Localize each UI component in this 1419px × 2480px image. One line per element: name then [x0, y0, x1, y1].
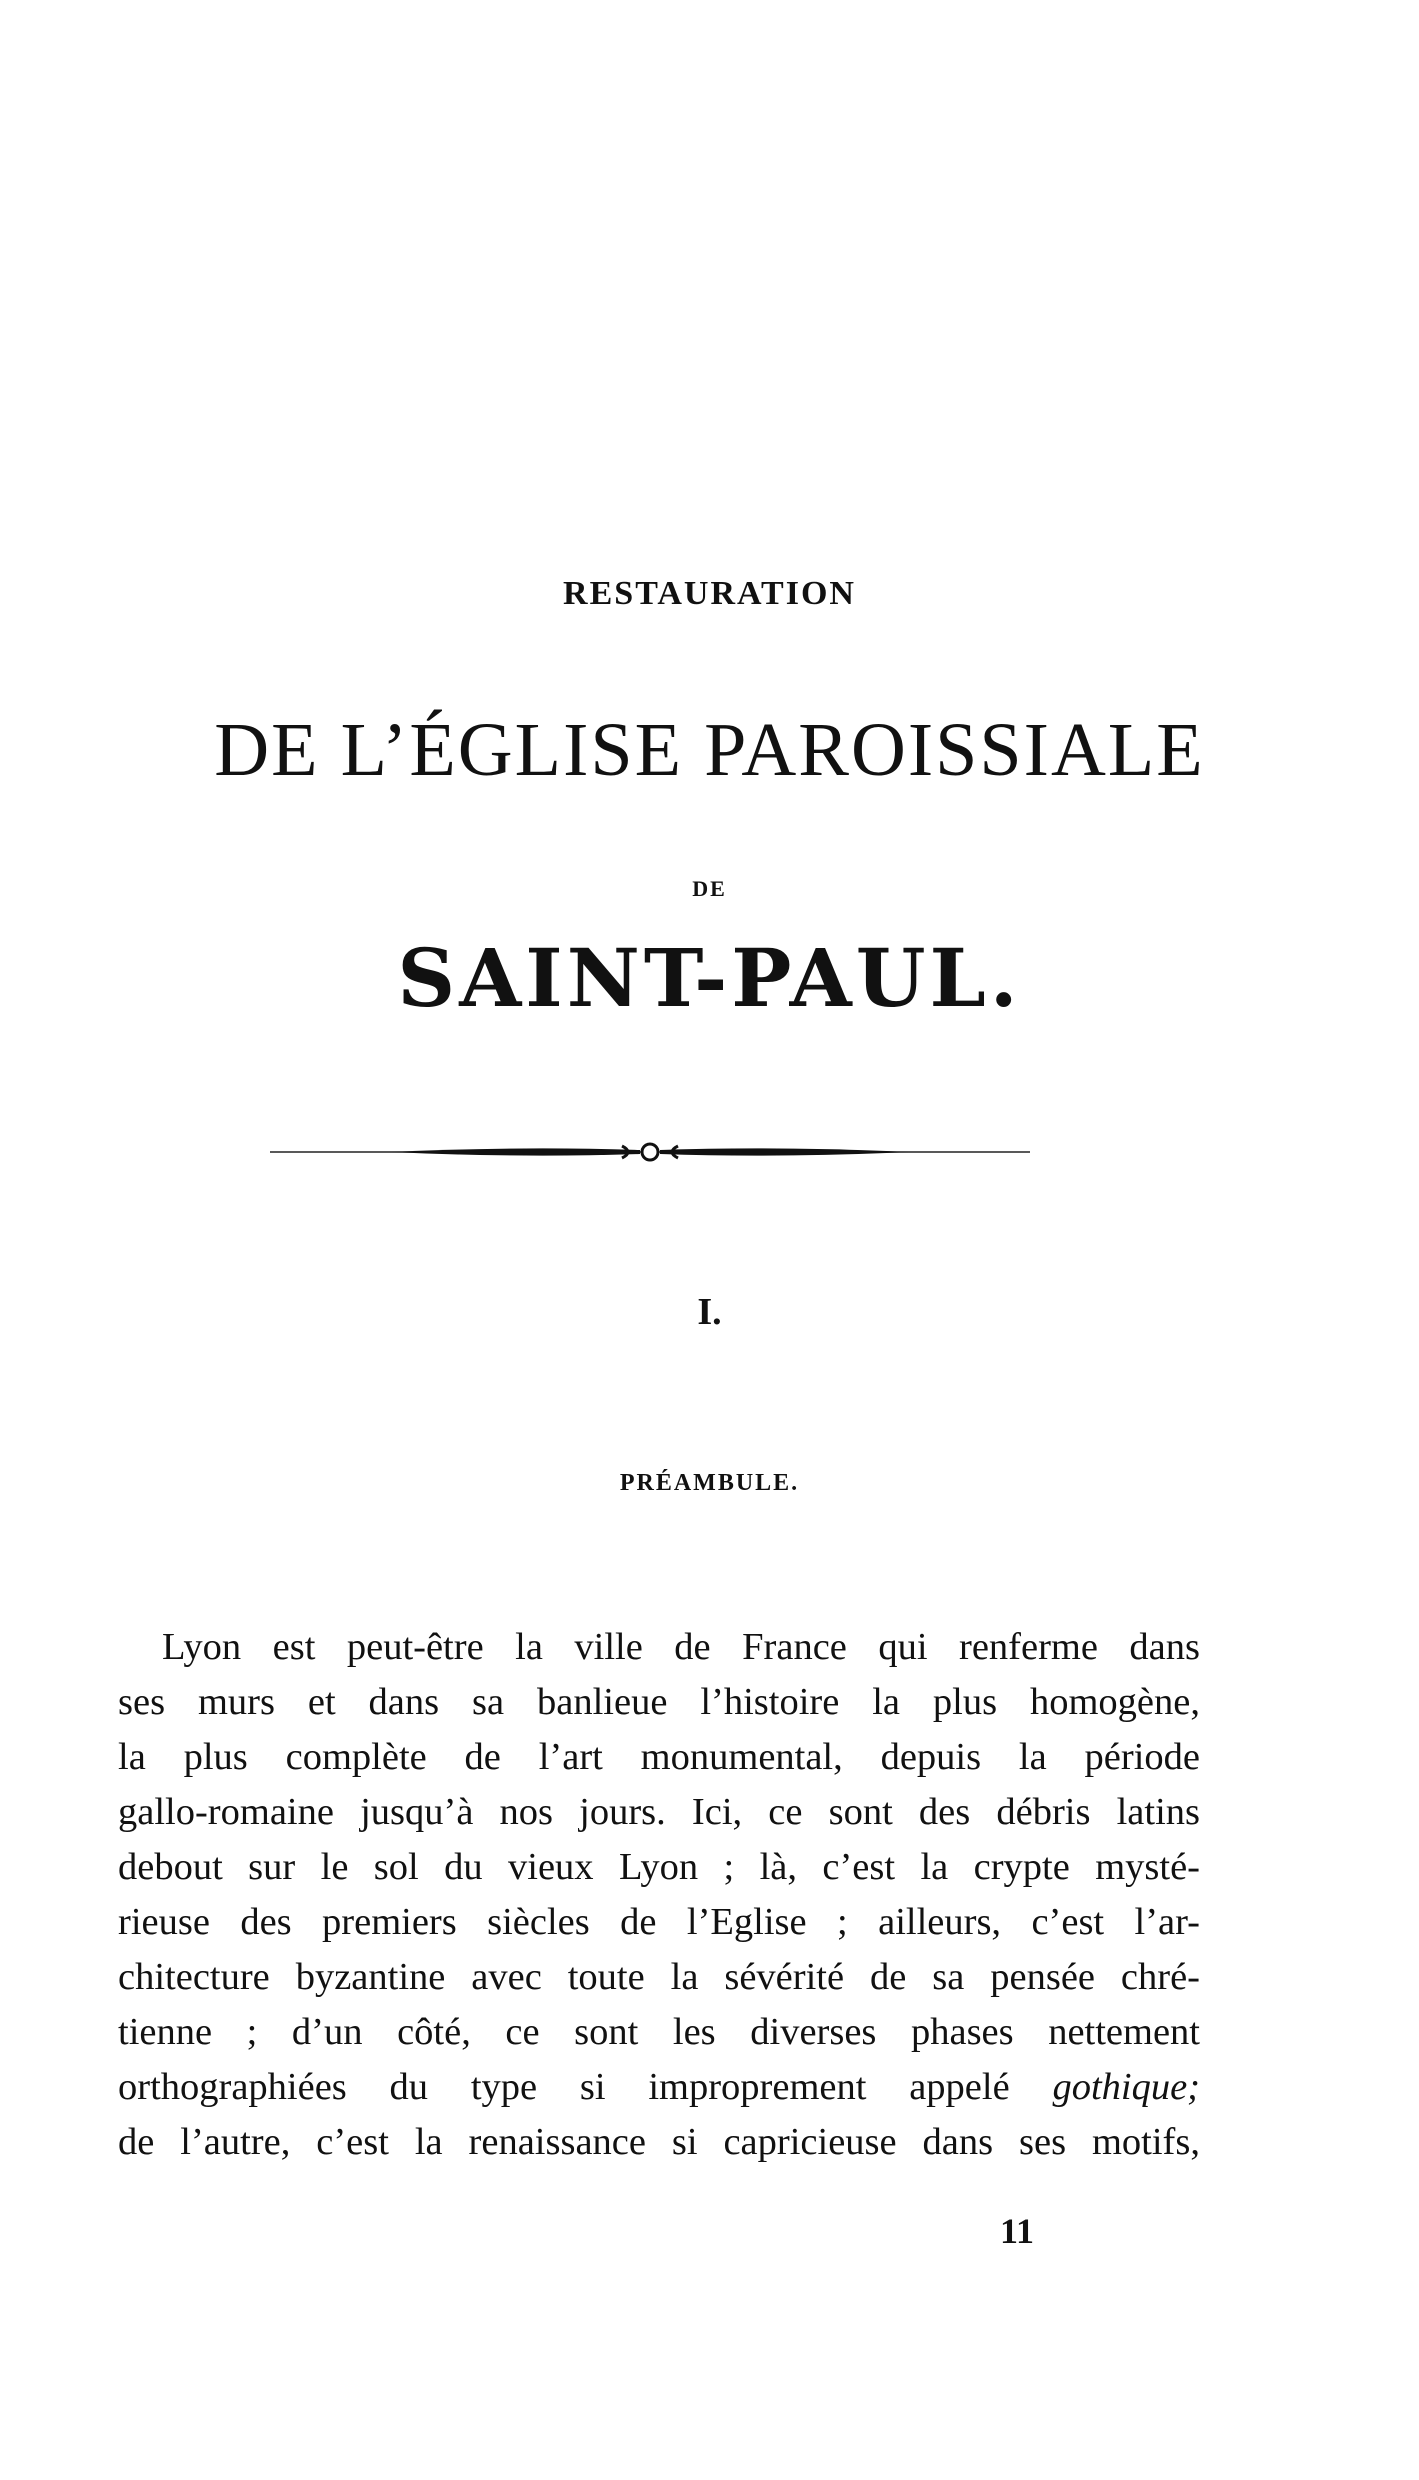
paragraph-line: chitecture byzantine avec toute la sévérité de sa pensée chré-	[118, 1956, 1200, 1998]
paragraph-line: gallo-romaine jusqu’à nos jours. Ici, ce sont des débris latins	[118, 1791, 1200, 1833]
signature-mark: 11	[1000, 2211, 1035, 2251]
heading-kicker: RESTAURATION	[563, 575, 856, 612]
section-title: PRÉAMBULE.	[619, 1470, 800, 1496]
heading-subject: SAINT-PAUL.	[397, 931, 1022, 1025]
paragraph-line: tienne ; d’un côté, ce sont les diverses phases nettement	[118, 2011, 1200, 2053]
paragraph-line: ses murs et dans sa banlieue l’histoire la plus homogène,	[118, 1681, 1200, 1723]
italic-term: gothique;	[1052, 2066, 1201, 2108]
body-paragraph	[118, 1620, 1200, 2170]
heading-connector: DE	[692, 876, 727, 901]
page-title: DE L’ÉGLISE PAROISSIALE	[214, 708, 1205, 792]
section-number: I.	[697, 1291, 722, 1333]
paragraph-line-text: orthographiées du type si improprement appelé	[118, 2066, 1010, 2108]
paragraph-line	[118, 2060, 1200, 2115]
ornamental-divider	[270, 1132, 1030, 1172]
paragraph-line: rieuse des premiers siècles de l’Eglise ; ailleurs, c’est l’ar-	[118, 1901, 1200, 1943]
paragraph-line: debout sur le sol du vieux Lyon ; là, c’est la crypte mysté-	[118, 1846, 1200, 1888]
paragraph-line: Lyon est peut-être la ville de France qui renferme dans	[162, 1626, 1200, 1668]
paragraph-line: la plus complète de l’art monumental, depuis la période	[118, 1736, 1200, 1778]
paragraph-line: de l’autre, c’est la renaissance si capricieuse dans ses motifs,	[118, 2121, 1200, 2163]
